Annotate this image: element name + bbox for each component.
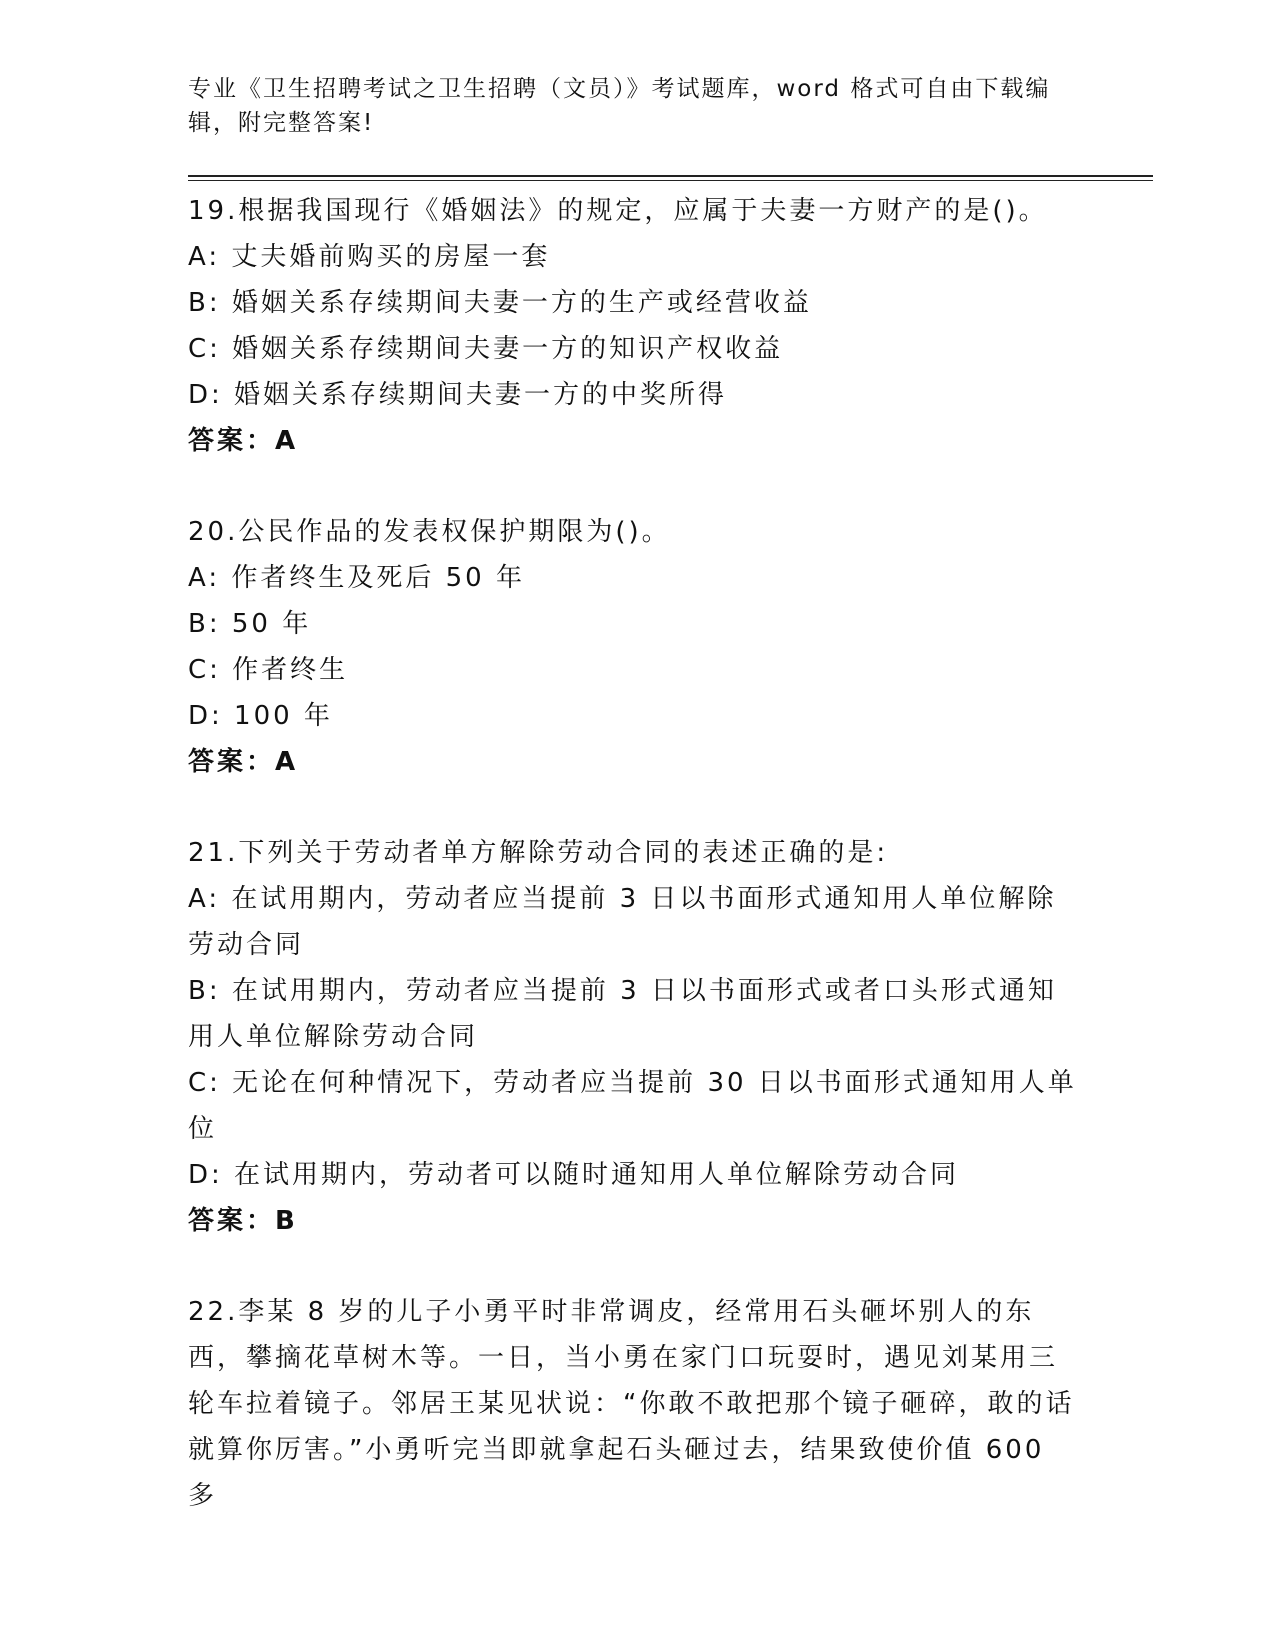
option-a: A: 丈夫婚前购买的房屋一套 <box>188 242 551 272</box>
option-d: D: 婚姻关系存续期间夫妻一方的中奖所得 <box>188 380 728 410</box>
option-b: B: 50 年 <box>188 609 312 639</box>
question-19 <box>188 188 1078 464</box>
document-header <box>188 72 1068 140</box>
answer-text: 答案：B <box>188 1206 298 1236</box>
question-21 <box>188 830 1078 1244</box>
option-a: A: 作者终生及死后 50 年 <box>188 563 525 593</box>
question-list <box>188 188 1078 1564</box>
document-title: 专业《卫生招聘考试之卫生招聘（文员）》考试题库，word 格式可自由下载编辑，附完整答案! <box>188 76 1051 136</box>
question-20 <box>188 509 1078 785</box>
answer-text: 答案：A <box>188 426 299 456</box>
question-stem: 20.公民作品的发表权保护期限为()。 <box>188 517 671 547</box>
option-b: B: 婚姻关系存续期间夫妻一方的生产或经营收益 <box>188 288 812 318</box>
option-d: D: 100 年 <box>188 701 333 731</box>
option-c: C: 婚姻关系存续期间夫妻一方的知识产权收益 <box>188 334 784 364</box>
option-a: A: 在试用期内，劳动者应当提前 3 日以书面形式通知用人单位解除劳动合同 <box>188 884 1057 960</box>
question-stem: 21.下列关于劳动者单方解除劳动合同的表述正确的是: <box>188 838 889 868</box>
header-divider <box>188 175 1153 181</box>
question-22 <box>188 1289 1078 1519</box>
option-d: D: 在试用期内，劳动者可以随时通知用人单位解除劳动合同 <box>188 1160 960 1190</box>
option-c: C: 作者终生 <box>188 655 349 685</box>
answer-text: 答案：A <box>188 747 299 777</box>
question-stem: 19.根据我国现行《婚姻法》的规定，应属于夫妻一方财产的是()。 <box>188 196 1048 226</box>
option-c: C: 无论在何种情况下，劳动者应当提前 30 日以书面形式通知用人单位 <box>188 1068 1077 1144</box>
option-b: B: 在试用期内，劳动者应当提前 3 日以书面形式或者口头形式通知用人单位解除劳动合同 <box>188 976 1057 1052</box>
question-stem: 22.李某 8 岁的儿子小勇平时非常调皮，经常用石头砸坏别人的东西，攀摘花草树木等。一日，当小勇在家门口玩耍时，遇见刘某用三轮车拉着镜子。邻居王某见状说：“你敢不敢把那个镜子砸碎，敢的话就算你厉害。”小勇听完当即就拿起石头砸过去，结果致使价值 600 多 <box>188 1297 1075 1511</box>
